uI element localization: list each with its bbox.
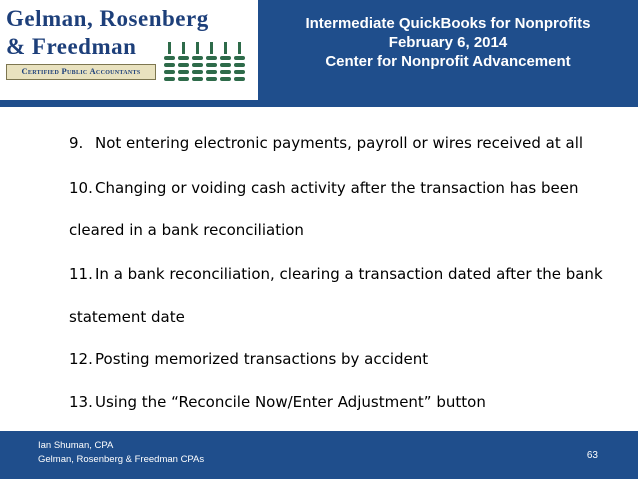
header-text [258,14,638,71]
logo-line-2: & Freedman [6,34,137,59]
firm-logo [0,0,258,100]
presentation-title: Intermediate QuickBooks for Nonprofits [305,15,591,32]
item-text: Using the “Reconcile Now/Enter Adjustment” button [95,393,486,411]
slide-header [0,0,638,107]
page-number: 63 [586,450,598,461]
logo-tagline: Certified Public Accountants [21,66,141,76]
firm-name: Gelman, Rosenberg & Freedman CPAs [38,454,205,465]
list-item-continuation [69,221,304,239]
presentation-organization: Center for Nonprofit Advancement [325,53,571,70]
list-item [69,134,583,152]
item-number: 12. [69,350,93,368]
item-text: In a bank reconciliation, clearing a transaction dated after the bank [95,265,603,283]
abacus-icon [162,38,252,86]
presentation-date: February 6, 2014 [388,34,508,51]
item-number: 13. [69,393,93,411]
list-item-continuation [69,308,185,326]
footer-credits [38,439,204,467]
list-item [69,350,428,368]
slide-footer [0,431,638,479]
item-text: Posting memorized transactions by accident [95,350,429,368]
logo-line-1: Gelman, Rosenberg [6,6,209,31]
item-number: 9. [69,134,84,152]
logo-tagline-bar [6,64,156,80]
list-item [69,393,486,411]
item-text: statement date [69,308,185,326]
item-number: 11. [69,265,93,283]
item-text: Not entering electronic payments, payroll or wires received at all [95,134,584,152]
item-text: cleared in a bank reconciliation [69,221,304,239]
presenter-name: Ian Shuman, CPA [38,440,114,451]
list-item [69,265,603,283]
item-number: 10. [69,179,93,197]
list-item [69,179,578,197]
item-text: Changing or voiding cash activity after the transaction has been [95,179,579,197]
